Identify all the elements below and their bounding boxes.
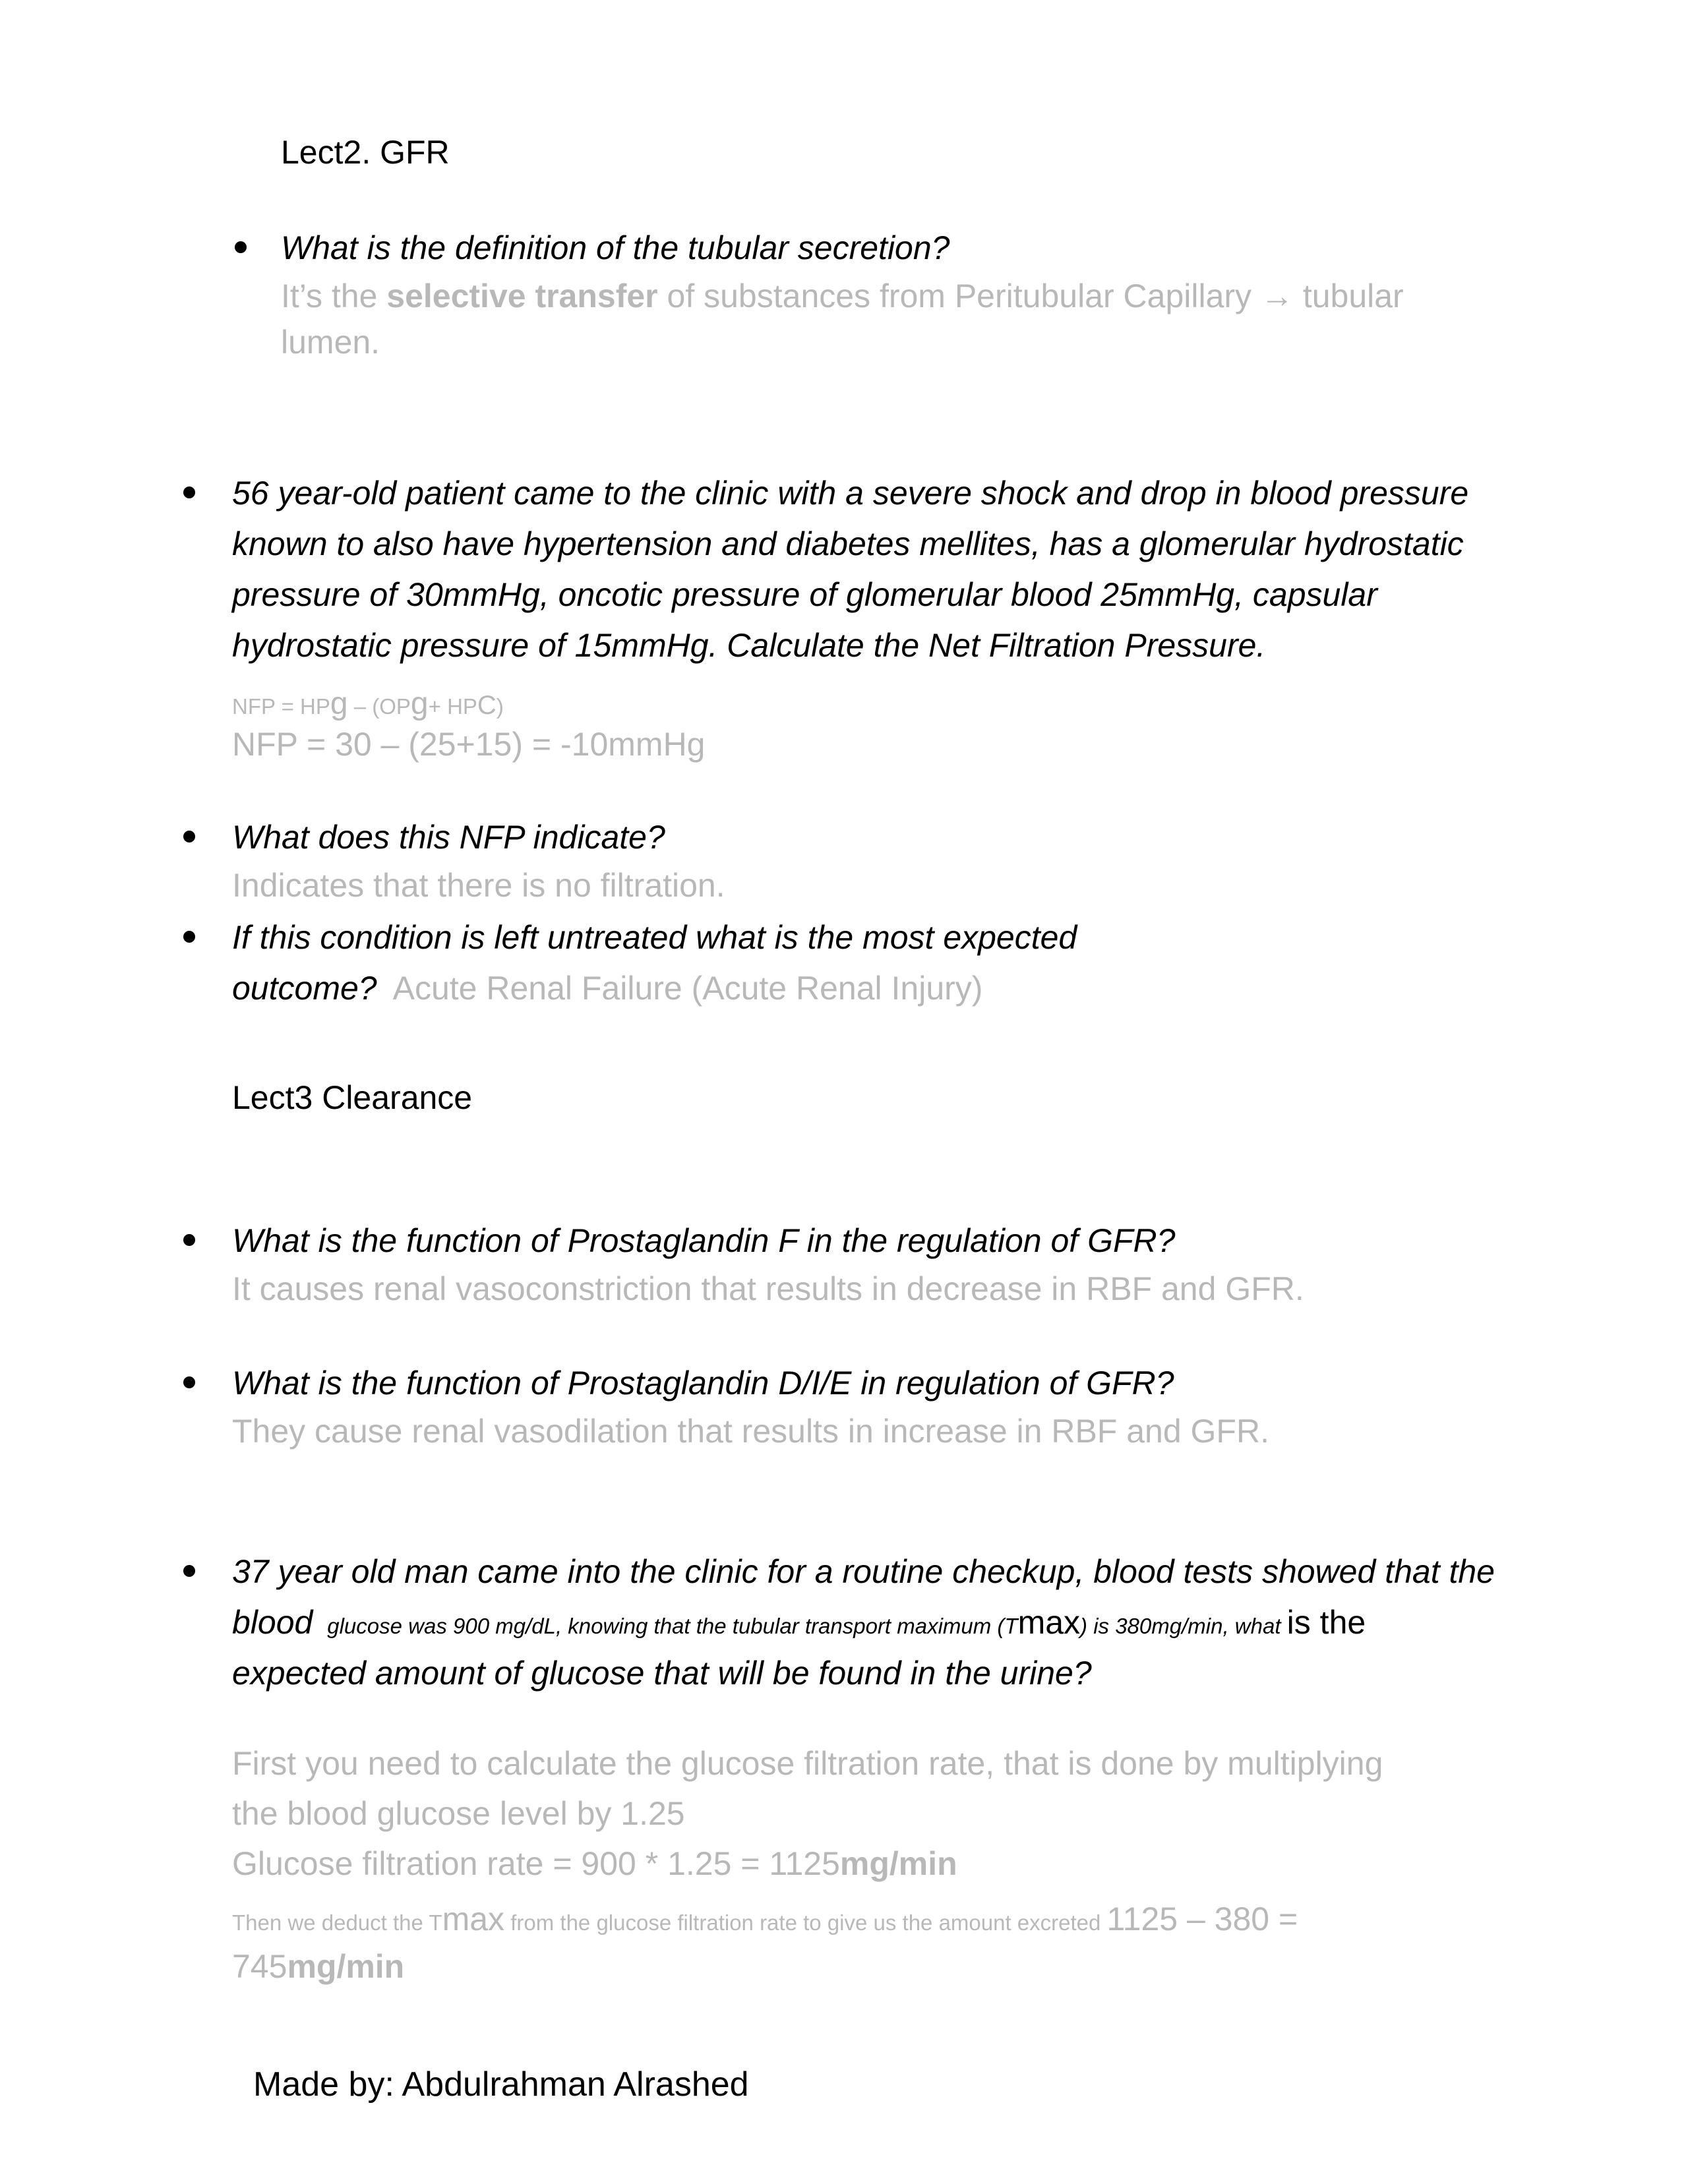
lect2-q4-line2 [232, 963, 982, 1014]
author-credit: Made by: Abdulrahman Alrashed [253, 2065, 749, 2104]
lect3-q3-answer-line3 [232, 1841, 957, 1887]
lect2-q2-answer: NFP = 30 – (25+15) = -10mmHg [232, 726, 706, 763]
lect3-q3-answer-line4 [232, 1896, 1298, 1942]
answer-text: Glucose filtration rate = 900 * 1.25 = 1125 [232, 1845, 840, 1882]
lect2-q2-line3: pressure of 30mmHg, oncotic pressure of glomerular blood 25mmHg, capsular [232, 576, 1377, 613]
lect2-q2-line2: known to also have hypertension and diabetes mellites, has a glomerular hydrostatic [232, 525, 1464, 562]
lect3-q3-answer-line1: First you need to calculate the glucose filtration rate, that is done by multiplying [232, 1745, 1383, 1782]
question-text: max [1017, 1604, 1081, 1641]
answer-text: It’s the [281, 278, 387, 314]
question-text: outcome? [232, 970, 377, 1007]
answer-text: max [442, 1901, 505, 1937]
bullet-icon [183, 831, 195, 842]
answer-text: 745 [232, 1948, 287, 1985]
lect2-q3-question: What does this NFP indicate? [232, 819, 665, 856]
question-small-text: glucose was 900 mg/dL, knowing that the tubular transport maximum (T [327, 1614, 1018, 1638]
lect3-q2-question: What is the function of Prostaglandin D/I/E in regulation of GFR? [232, 1365, 1174, 1402]
bullet-icon [183, 1234, 195, 1246]
lect3-q1-answer: It causes renal vasoconstriction that results in decrease in RBF and GFR. [232, 1270, 1304, 1307]
lect2-q4-question-line1: If this condition is left untreated what is the most expected [232, 919, 1077, 956]
lect3-q3-line3: expected amount of glucose that will be found in the urine? [232, 1655, 1092, 1692]
answer-text: tubular [1293, 278, 1404, 314]
formula-text: – (OP [347, 694, 411, 719]
lect3-q3-answer-line2: the blood glucose level by 1.25 [232, 1795, 685, 1832]
formula-text: + HP [428, 694, 477, 719]
bullet-icon [183, 931, 195, 943]
answer-bold-text: mg/min [839, 1845, 957, 1882]
lect2-q1-answer-line2: lumen. [281, 324, 380, 361]
answer-text: of substances from Peritubular Capillary [657, 278, 1261, 314]
lect2-q2-formula [232, 686, 504, 722]
formula-text: NFP = HP [232, 694, 330, 719]
question-text: blood [232, 1604, 322, 1641]
question-small-text: ) is 380mg/min, what [1080, 1614, 1287, 1638]
lect2-q1-question: What is the definition of the tubular secretion? [281, 229, 950, 266]
formula-text: C [477, 691, 497, 720]
formula-text: g [330, 686, 348, 721]
lect2-q3-answer: Indicates that there is no filtration. [232, 867, 725, 904]
answer-text: 1125 – 380 = [1106, 1901, 1298, 1937]
bullet-icon [183, 1565, 195, 1577]
lect3-heading: Lect3 Clearance [232, 1079, 473, 1116]
lect2-q2-line1: 56 year-old patient came to the clinic with a severe shock and drop in blood pressure [232, 475, 1469, 512]
lect2-q4-answer: Acute Renal Failure (Acute Renal Injury) [392, 970, 983, 1007]
answer-small-text: Then we deduct the T [232, 1910, 442, 1935]
lect2-heading: Lect2. GFR [281, 134, 450, 171]
lect3-q2-answer: They cause renal vasodilation that results in increase in RBF and GFR. [232, 1413, 1269, 1450]
answer-bold-text: mg/min [287, 1948, 405, 1985]
bullet-icon [183, 487, 195, 498]
lect3-q1-question: What is the function of Prostaglandin F in the regulation of GFR? [232, 1222, 1176, 1259]
lect3-q3-line1: 37 year old man came into the clinic for a routine checkup, blood tests showed that the [232, 1553, 1495, 1590]
answer-bold-text: selective transfer [386, 278, 658, 314]
question-text: is the [1286, 1604, 1366, 1641]
formula-text: ) [496, 694, 504, 719]
lect2-q2-line4: hydrostatic pressure of 15mmHg. Calculate the Net Filtration Pressure. [232, 627, 1266, 664]
bullet-icon [183, 1376, 195, 1388]
answer-small-text: from the glucose filtration rate to give us the amount excreted [504, 1910, 1107, 1935]
lect3-q3-line2 [232, 1597, 1366, 1648]
bullet-icon [235, 241, 247, 253]
formula-text: g [410, 686, 429, 721]
lect3-q3-answer-line5 [232, 1943, 404, 1990]
lect2-q1-answer-line1 [281, 273, 1404, 319]
right-arrow-icon: → [1260, 278, 1294, 314]
